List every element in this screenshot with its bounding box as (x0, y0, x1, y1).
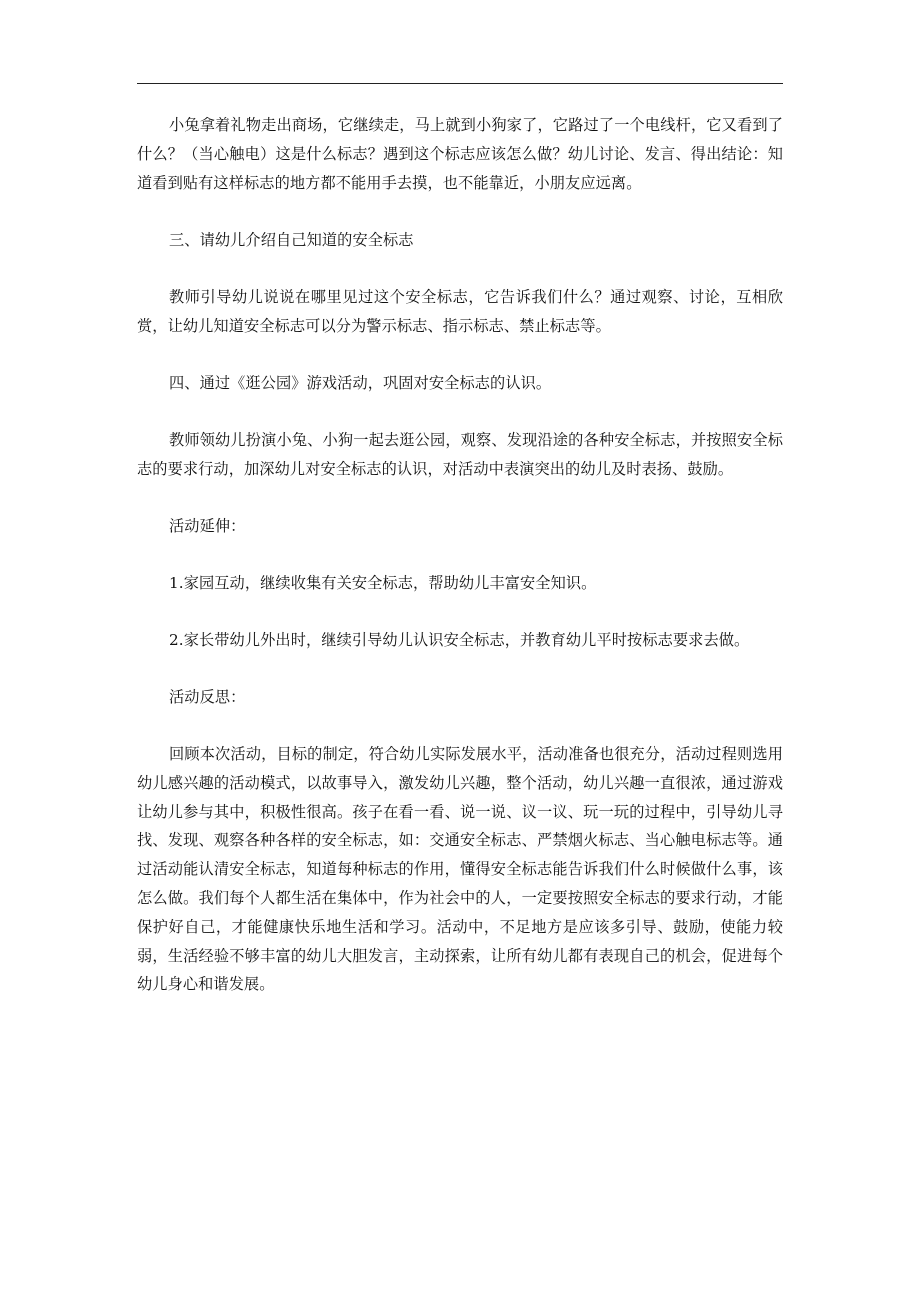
reflection-heading: 活动反思： (169, 687, 246, 706)
extension-item-2: 2.家长带幼儿外出时，继续引导幼儿认识安全标志，并教育幼儿平时按标志要求去做。 (169, 630, 750, 649)
extension-heading: 活动延伸： (169, 516, 246, 535)
reflection-paragraph: 回顾本次活动，目标的制定，符合幼儿实际发展水平，活动准备也很充分，活动过程则选用幼儿感兴趣的活动模式，以故事导入，激发幼儿兴趣，整个活动，幼儿兴趣一直很浓，通过游戏让幼儿参与其中，积极性很高。孩子在看一看、说一说、议一议、玩一玩的过程中，引导幼儿寻找、发现、观察各种各样的安全标志，如：交通安全标志、严禁烟火标志、当心触电标志等。通过活动能认清安全标志，知道每种标志的作用，懂得安全标志能告诉我们什么时候做什么事，该怎么做。我们每个人都生活在集体中，作为社会中的人，一定要按照安全标志的要求行动，才能保护好自己，才能健康快乐地生活和学习。活动中，不足地方是应该多引导、鼓励，使能力较弱，生活经验不够丰富的幼儿大胆发言，主动探索，让所有幼儿都有表现自己的机会，促进每个幼儿身心和谐发展。 (137, 745, 783, 994)
extension-item-1: 1.家园互动，继续收集有关安全标志，帮助幼儿丰富安全知识。 (169, 573, 597, 592)
section-3-paragraph: 教师引导幼儿说说在哪里见过这个安全标志，它告诉我们什么？通过观察、讨论，互相欣赏，让幼儿知道安全标志可以分为警示标志、指示标志、禁止标志等。 (137, 287, 783, 335)
story-paragraph: 小兔拿着礼物走出商场，它继续走，马上就到小狗家了，它路过了一个电线杆，它又看到了什么？（当心触电）这是什么标志？遇到这个标志应该怎么做？幼儿讨论、发言、得出结论：知道看到贴有这样标志的地方都不能用手去摸，也不能靠近，小朋友应远离。 (137, 116, 783, 192)
document-body (137, 111, 783, 999)
section-heading-3: 三、请幼儿介绍自己知道的安全标志 (169, 230, 414, 249)
section-heading-4: 四、通过《逛公园》游戏活动，巩固对安全标志的认识。 (169, 373, 552, 392)
header-rule (137, 83, 783, 84)
section-4-paragraph: 教师领幼儿扮演小兔、小狗一起去逛公园，观察、发现沿途的各种安全标志，并按照安全标志的要求行动，加深幼儿对安全标志的认识，对活动中表演突出的幼儿及时表扬、鼓励。 (137, 430, 783, 478)
